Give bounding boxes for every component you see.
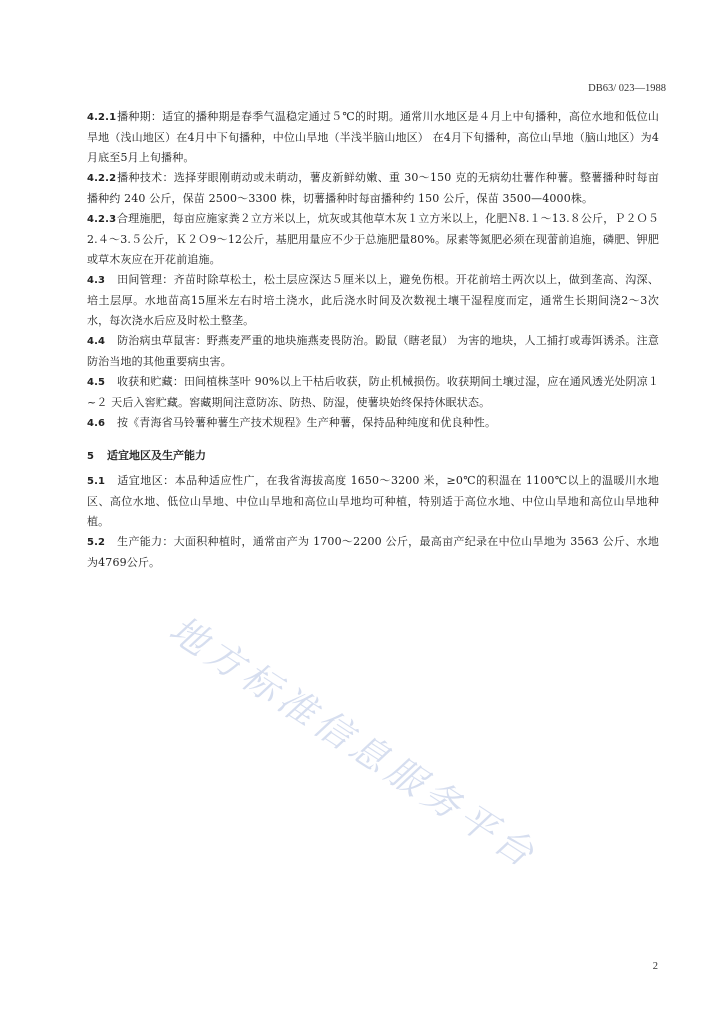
clause-text: 按《青海省马铃薯种薯生产技术规程》生产种薯，保持品种纯度和优良种性。 — [117, 416, 497, 429]
clause-number: 4.2.1 — [87, 112, 117, 123]
clause-4-6 — [87, 413, 659, 434]
section-title: 适宜地区及生产能力 — [107, 449, 206, 462]
clause-text: 防治病虫草鼠害：野燕麦严重的地块施燕麦畏防治。鼢鼠（瞎老鼠） 为害的地块，人工捕打或毒饵诱杀。注意防治当地的其他重要病虫害。 — [87, 334, 659, 368]
clause-number: 4.3 — [87, 275, 106, 286]
clause-number: 4.2.2 — [87, 173, 117, 184]
clause-4-3 — [87, 270, 659, 331]
document-code: DB63/ 023—1988 — [588, 83, 666, 94]
document-body — [87, 107, 659, 573]
clause-text: 适宜地区：本品种适应性广，在我省海拔高度 1650～3200 米，≥0℃的积温在 1100℃以上的温暖川水地区、高位水地、低位山旱地、中位山旱地和高位山旱地均可种植，特别适于高位水地、中位山旱地和高位山旱地种植。 — [87, 474, 659, 528]
clause-number: 4.4 — [87, 336, 106, 347]
clause-number: 5.1 — [87, 476, 106, 487]
clause-4-4 — [87, 331, 659, 372]
clause-text: 播种期：适宜的播种期是春季气温稳定通过５℃的时期。通常川水地区是４月上中旬播种，高位水地和低位山旱地（浅山地区）在4月中下旬播种，中位山旱地（半浅半脑山地区） 在4月下旬播种，高位山旱地（脑山地区）为4月底至5月上旬播种。 — [87, 110, 659, 164]
clause-4-2-1 — [87, 107, 659, 168]
clause-4-2-3 — [87, 209, 659, 270]
clause-5-1 — [87, 471, 659, 532]
page-number: 2 — [652, 961, 658, 972]
clause-number: 4.6 — [87, 418, 106, 429]
section-number: 5 — [87, 451, 94, 462]
clause-text: 合理施肥，每亩应施家粪２立方米以上，炕灰或其他草木灰１立方米以上，化肥Ｎ8.１～13.８公斤，Ｐ２Ｏ５2.４～3.５公斤，Ｋ２Ｏ9～12公斤，基肥用量应不少于总施肥量80%。尿素等氮肥必须在现蕾前追施，磷肥、钾肥或草木灰应在开花前追施。 — [87, 212, 659, 266]
clause-number: 4.2.3 — [87, 214, 117, 225]
clause-text: 收获和贮藏：田间植株茎叶 90%以上干枯后收获，防止机械损伤。收获期间土壤过湿，应在通风透光处阴凉１~２ 天后入窖贮藏。窖藏期间注意防冻、防热、防湿，使薯块始终保持休眠状态。 — [87, 375, 659, 409]
clause-4-5 — [87, 372, 659, 413]
clause-text: 田间管理：齐苗时除草松土，松土层应深达５厘米以上，避免伤根。开花前培土两次以上，做到垄高、沟深、培土层厚。水地苗高15厘米左右时培土浇水，此后浇水时间及次数视土壤干湿程度而定，通常生长期间浇2～3次水，每次浇水后应及时松土整垄。 — [87, 273, 659, 327]
watermark: 地方标准信息服务平台 — [161, 607, 546, 878]
clause-number: 4.5 — [87, 377, 106, 388]
clause-5-2 — [87, 532, 659, 573]
clause-text: 播种技术：选择芽眼刚萌动或未萌动，薯皮新鲜幼嫩、重 30～150 克的无病幼壮薯作种薯。整薯播种时每亩播种约 240 公斤，保苗 2500～3300 株，切薯播种时每亩播种约 150 公斤，保苗 3500—4000株。 — [87, 171, 659, 205]
section-heading — [87, 446, 659, 467]
clause-text: 生产能力：大面积种植时，通常亩产为 1700～2200 公斤，最高亩产纪录在中位山旱地为 3563 公斤、水地为4769公斤。 — [87, 535, 659, 569]
clause-number: 5.2 — [87, 537, 106, 548]
clause-4-2-2 — [87, 168, 659, 209]
